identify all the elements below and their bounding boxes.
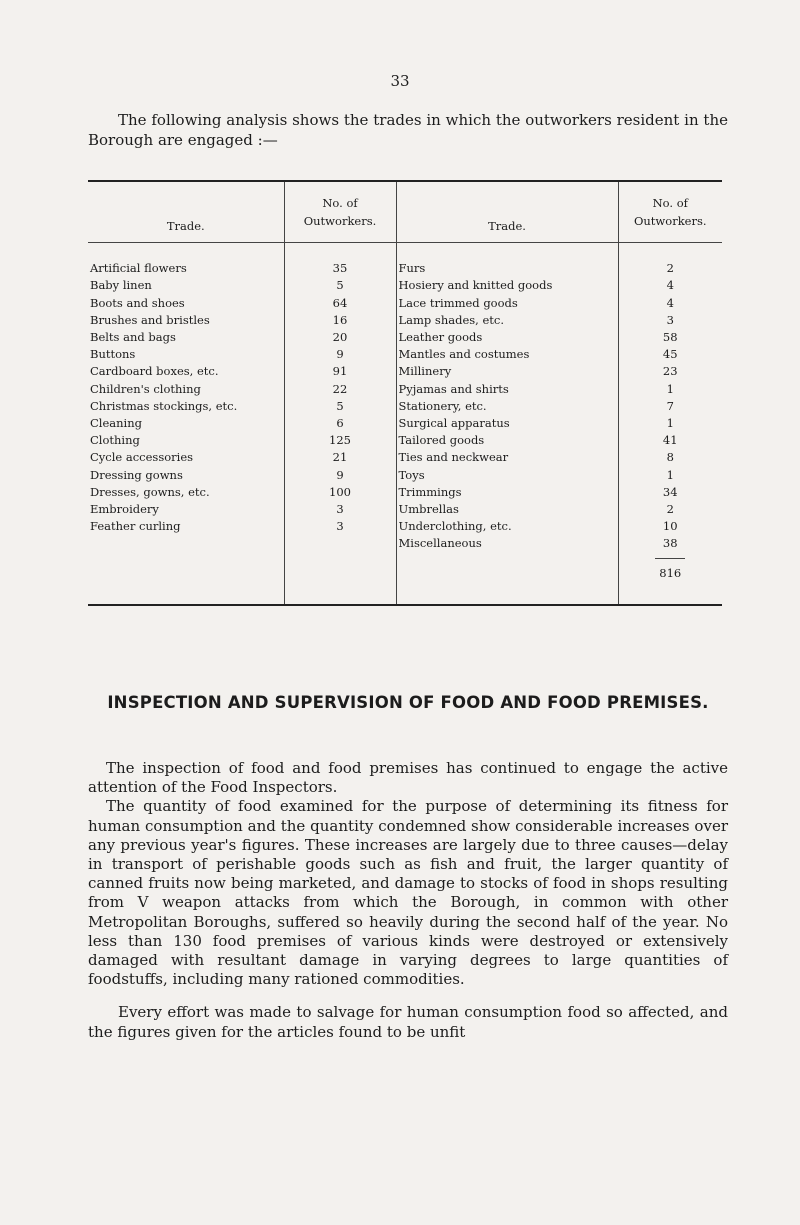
left-trade: Baby linen bbox=[90, 278, 152, 293]
table-row bbox=[88, 381, 722, 398]
empty-cell bbox=[284, 553, 396, 587]
table-row bbox=[88, 449, 722, 466]
table-row bbox=[88, 535, 722, 552]
table-bottom-rule bbox=[88, 604, 722, 606]
right-count: 45 bbox=[618, 346, 722, 363]
table-body bbox=[88, 243, 722, 604]
total-value: 816 bbox=[655, 558, 685, 582]
left-count: 22 bbox=[284, 381, 396, 398]
table-row bbox=[88, 501, 722, 518]
right-count: 4 bbox=[618, 277, 722, 294]
left-trade bbox=[88, 535, 284, 552]
right-trade: Lace trimmed goods bbox=[396, 295, 618, 312]
right-trade: Ties and neckwear bbox=[396, 449, 618, 466]
left-trade: Cardboard boxes, etc. bbox=[90, 364, 219, 379]
right-trade: Tailored goods bbox=[396, 432, 618, 449]
left-count: 5 bbox=[284, 398, 396, 415]
table-row bbox=[88, 398, 722, 415]
header-trade-right: Trade. bbox=[396, 182, 618, 243]
header-trade-left: Trade. bbox=[88, 182, 284, 243]
left-count: 3 bbox=[284, 501, 396, 518]
paragraph-1: The inspection of food and food premises has continued to engage the active attention of the Food Inspectors. bbox=[88, 759, 728, 797]
left-trade: Cleaning bbox=[90, 416, 142, 431]
outworkers-table-container bbox=[88, 180, 722, 606]
table-row bbox=[88, 467, 722, 484]
right-count: 2 bbox=[618, 501, 722, 518]
right-count: 4 bbox=[618, 295, 722, 312]
table-header-row bbox=[88, 182, 722, 243]
table-row bbox=[88, 277, 722, 294]
table-end-row bbox=[88, 587, 722, 604]
left-count: 125 bbox=[284, 432, 396, 449]
left-count bbox=[284, 535, 396, 552]
right-count: 23 bbox=[618, 363, 722, 380]
header-count-left: No. of Outworkers. bbox=[284, 182, 396, 243]
right-count: 3 bbox=[618, 312, 722, 329]
right-trade: Stationery, etc. bbox=[396, 398, 618, 415]
left-count: 9 bbox=[284, 346, 396, 363]
right-trade: Leather goods bbox=[396, 329, 618, 346]
left-count: 64 bbox=[284, 295, 396, 312]
right-trade: Furs bbox=[396, 260, 618, 277]
table-row bbox=[88, 260, 722, 277]
right-count: 1 bbox=[618, 415, 722, 432]
left-trade: Boots and shoes bbox=[90, 295, 185, 310]
header-count-right: No. of Outworkers. bbox=[618, 182, 722, 243]
outworkers-table bbox=[88, 182, 722, 604]
left-count: 20 bbox=[284, 329, 396, 346]
right-count: 8 bbox=[618, 449, 722, 466]
table-row bbox=[88, 295, 722, 312]
left-count: 6 bbox=[284, 415, 396, 432]
left-count: 21 bbox=[284, 449, 396, 466]
total-cell bbox=[618, 553, 722, 587]
right-count: 7 bbox=[618, 398, 722, 415]
right-trade: Pyjamas and shirts bbox=[396, 381, 618, 398]
right-count: 41 bbox=[618, 432, 722, 449]
right-trade: Lamp shades, etc. bbox=[396, 312, 618, 329]
right-count: 2 bbox=[618, 260, 722, 277]
right-trade: Miscellaneous bbox=[396, 535, 618, 552]
total-row bbox=[88, 553, 722, 587]
table-row bbox=[88, 484, 722, 501]
right-count: 38 bbox=[618, 535, 722, 552]
empty-cell bbox=[88, 553, 284, 587]
right-trade: Trimmings bbox=[396, 484, 618, 501]
left-count: 3 bbox=[284, 518, 396, 535]
table-row bbox=[88, 432, 722, 449]
right-trade: Toys bbox=[396, 467, 618, 484]
table-row bbox=[88, 415, 722, 432]
left-trade: Brushes and bristles bbox=[90, 312, 210, 327]
left-trade: Embroidery bbox=[90, 502, 159, 517]
right-count: 34 bbox=[618, 484, 722, 501]
table-spacer-row bbox=[88, 243, 722, 261]
right-trade: Surgical apparatus bbox=[396, 415, 618, 432]
left-trade: Dressing gowns bbox=[90, 467, 183, 482]
right-count: 10 bbox=[618, 518, 722, 535]
right-count: 1 bbox=[618, 381, 722, 398]
left-trade: Feather curling bbox=[90, 519, 181, 534]
right-trade: Hosiery and knitted goods bbox=[396, 277, 618, 294]
left-trade: Children's clothing bbox=[90, 381, 201, 396]
left-trade: Clothing bbox=[90, 433, 140, 448]
left-trade: Belts and bags bbox=[90, 330, 176, 344]
right-count: 1 bbox=[618, 467, 722, 484]
left-trade: Buttons bbox=[90, 347, 136, 362]
table-row bbox=[88, 363, 722, 380]
intro-paragraph: The following analysis shows the trades in which the outworkers resident in the Borough are engaged :— bbox=[88, 111, 728, 149]
right-trade: Mantles and costumes bbox=[396, 346, 618, 363]
table-row bbox=[88, 312, 722, 329]
body-text bbox=[88, 759, 728, 1042]
table-row bbox=[88, 518, 722, 535]
left-trade: Christmas stockings, etc. bbox=[90, 398, 238, 413]
section-heading: INSPECTION AND SUPERVISION OF FOOD AND FOOD PREMISES. bbox=[107, 693, 709, 712]
right-trade: Underclothing, etc. bbox=[396, 518, 618, 535]
empty-cell bbox=[396, 553, 618, 587]
right-trade: Millinery bbox=[396, 363, 618, 380]
left-count: 35 bbox=[284, 260, 396, 277]
left-count: 9 bbox=[284, 467, 396, 484]
right-count: 58 bbox=[618, 329, 722, 346]
left-trade: Cycle accessories bbox=[90, 450, 194, 465]
paragraph-3: Every effort was made to salvage for human consumption food so affected, and the figures given for the articles found to be unfit bbox=[88, 1003, 728, 1041]
left-count: 91 bbox=[284, 363, 396, 380]
left-trade: Artificial flowers bbox=[90, 261, 187, 276]
table-row bbox=[88, 329, 722, 346]
left-count: 100 bbox=[284, 484, 396, 501]
page-number: 33 bbox=[390, 72, 410, 90]
left-count: 5 bbox=[284, 277, 396, 294]
left-count: 16 bbox=[284, 312, 396, 329]
right-trade: Umbrellas bbox=[396, 501, 618, 518]
left-trade: Dresses, gowns, etc. bbox=[90, 484, 210, 499]
table-row bbox=[88, 346, 722, 363]
paragraph-2: The quantity of food examined for the purpose of determining its fitness for human consumption and the quantity condemned show considerable increases over any previous year's figures. These increases are largely due to three causes—delay in transport of perishable goods such as fish and fruit, the larger quantity of canned fruits now being marketed, and damage to stocks of food in shops resulting from V weapon attacks from which the Borough, in common with other Metropolitan Boroughs, suffered so heavily during the second half of the year. No less than 130 food premises of various kinds were destroyed or extensively damaged with resultant damage in varying degrees to large quantities of foodstuffs, including many rationed commodities. bbox=[88, 797, 728, 989]
